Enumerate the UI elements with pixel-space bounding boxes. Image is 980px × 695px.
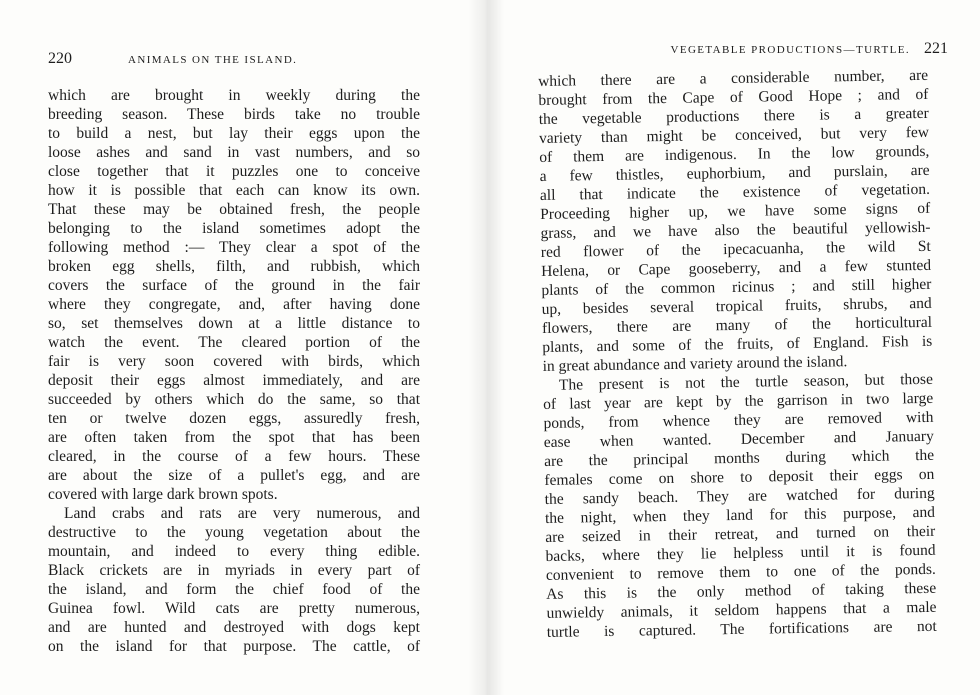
text-line: so, set themselves down at a little distance to [48, 315, 420, 332]
text-line: succeeded by others which do the same, so that [48, 391, 420, 408]
left-page-number: 220 [48, 50, 72, 67]
right-page-body [538, 66, 937, 642]
text-line: That these may be obtained fresh, the people [48, 201, 420, 218]
text-line: destructive to the young vegetation about the [48, 524, 420, 541]
right-page [490, 0, 980, 695]
text-line: the sandy beach. They are watched for during [544, 484, 935, 508]
text-line: females come on shore to deposit their eggs on [544, 465, 935, 489]
left-page [0, 0, 470, 695]
text-line: deposit their eggs almost immediately, and are [48, 372, 420, 389]
text-line: of them are indigenous. In the low grounds, [539, 142, 930, 166]
text-line: flowers, there are many of the horticultural [541, 313, 933, 337]
text-line: convenient to remove them to one of the ponds. [545, 560, 936, 584]
text-line: loose ashes and sand in vast numbers, and so [48, 144, 420, 161]
text-line: all that indicate the existence of vegetation. [539, 180, 931, 204]
text-line: The present is not the turtle season, but those [558, 370, 934, 394]
text-line: covers the surface of the ground in the fair [48, 277, 420, 294]
text-line: backs, where they lie helpless until it is found [545, 541, 936, 565]
text-line: mountain, and indeed to every thing edible. [48, 543, 420, 560]
text-line: are the principal months during which the [543, 446, 935, 470]
text-line: to build a nest, but lay their eggs upon the [48, 125, 420, 142]
text-line: the vegetable productions there is a greater [538, 104, 929, 128]
text-line: breeding season. These birds take no trouble [48, 106, 420, 123]
text-line: up, besides several tropical fruits, shrubs, and [541, 294, 932, 318]
text-line: unwieldy animals, it seldom happens that a male [546, 598, 937, 622]
text-line: plants of the common ricinus ; and still higher [541, 275, 932, 299]
right-running-head: VEGETABLE PRODUCTIONS—TURTLE. [670, 44, 910, 56]
text-line: ease when wanted. December and January [543, 427, 934, 451]
text-line: Black crickets are in myriads in every part of [48, 562, 420, 579]
text-line: which there are a considerable number, are [538, 66, 929, 90]
text-line: Guinea fowl. Wild cats are pretty numerous, [48, 600, 420, 617]
right-page-header [568, 40, 948, 58]
text-line: Helena, or Cape gooseberry, and a few stunted [541, 256, 932, 280]
text-line: which are brought in weekly during the [48, 87, 420, 104]
text-line: of last year are kept by the garrison in two large [543, 389, 934, 413]
left-page-body [48, 86, 420, 656]
text-line: brought from the Cape of Good Hope ; and of [538, 85, 929, 109]
text-line: red flower of the ipecacuanha, the wild St [540, 237, 931, 261]
text-line: following method :— They clear a spot of the [48, 239, 420, 256]
text-line: covered with large dark brown spots. [48, 486, 278, 503]
text-line: Land crabs and rats are very numerous, and [64, 505, 420, 522]
text-line: are often taken from the spot that has been [48, 429, 420, 446]
text-line: in great abundance and variety around the island. [542, 353, 848, 375]
text-line: plants, and some of the fruits, of England. Fish is [542, 332, 933, 356]
right-page-number: 221 [924, 40, 948, 57]
text-line: grass, and we have also the beautiful yellowish- [540, 218, 931, 242]
text-line: turtle is captured. The fortifications are not [546, 617, 937, 641]
text-line: close together that it puzzles one to conceive [48, 163, 420, 180]
text-line: where they congregate, and, after having done [48, 296, 420, 313]
text-line: on the island for that purpose. The cattle, of [48, 638, 420, 655]
text-line: and are hunted and destroyed with dogs kept [48, 619, 420, 636]
text-line: fair is very soon covered with birds, which [48, 353, 420, 370]
text-line: a few thistles, euphorbium, and purslain, are [539, 161, 930, 185]
text-line: cleared, in the course of a few hours. These [48, 448, 420, 465]
left-page-header [48, 50, 418, 68]
text-line: Proceeding higher up, we have some signs of [540, 199, 931, 223]
text-line: variety than might be conceived, but very few [538, 123, 930, 147]
text-line: belonging to the island sometimes adopt the [48, 220, 420, 237]
text-line: are seized in their retreat, and turned on their [545, 522, 936, 546]
text-line: ponds, from whence they are removed with [543, 408, 934, 432]
text-line: how it is possible that each can know its own. [48, 182, 420, 199]
text-line: watch the event. The cleared portion of the [48, 334, 420, 351]
text-line: the night, when they land for this purpose, and [544, 503, 936, 527]
left-running-head: ANIMALS ON THE ISLAND. [128, 54, 298, 66]
text-line: broken egg shells, filth, and rubbish, which [48, 258, 420, 275]
text-line: ten or twelve dozen eggs, assuredly fresh, [48, 410, 420, 427]
text-line: the island, and form the chief food of the [48, 581, 420, 598]
text-line: As this is the only method of taking these [546, 579, 937, 603]
text-line: are about the size of a pullet's egg, and are [48, 467, 420, 484]
